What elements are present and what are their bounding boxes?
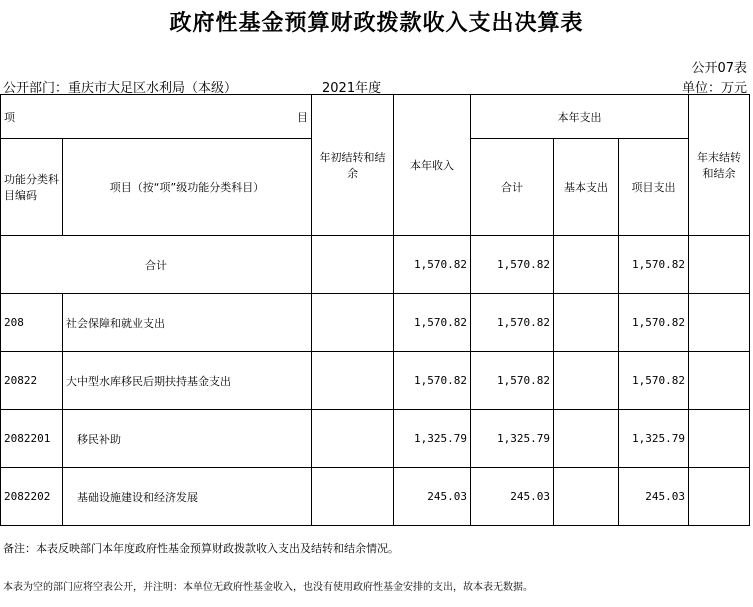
row-name: 大中型水库移民后期扶持基金支出 bbox=[63, 352, 312, 410]
row-code: 208 bbox=[1, 294, 63, 352]
table-row bbox=[1, 468, 750, 526]
income-header: 本年收入 bbox=[394, 95, 471, 236]
row-basic bbox=[554, 468, 619, 526]
year-label: 2021年度 bbox=[322, 81, 382, 96]
row-name: 基础设施建设和经济发展 bbox=[63, 468, 312, 526]
footnote-empty-table: 本表为空的部门应将空表公开，并注明：本单位无政府性基金收入，也没有使用政府性基金安排的支出，故本表无数据。 bbox=[3, 582, 533, 593]
row-basic bbox=[554, 294, 619, 352]
func-code-header: 功能分类科目编码 bbox=[1, 139, 63, 236]
department-label: 公开部门：重庆市大足区水利局（本级） bbox=[3, 81, 238, 96]
basic-header: 基本支出 bbox=[554, 139, 619, 236]
table-code: 公开07表 bbox=[691, 61, 747, 76]
row-name: 移民补助 bbox=[63, 410, 312, 468]
row-project: 245.03 bbox=[619, 468, 689, 526]
end-balance-header: 年末结转和结余 bbox=[689, 95, 750, 236]
begin-balance-header: 年初结转和结余 bbox=[312, 95, 394, 236]
row-total: 245.03 bbox=[471, 468, 554, 526]
expense-group-header: 本年支出 bbox=[471, 95, 689, 139]
row-total: 1,325.79 bbox=[471, 410, 554, 468]
total-header: 合计 bbox=[471, 139, 554, 236]
table-row bbox=[1, 352, 750, 410]
page-title: 政府性基金预算财政拨款收入支出决算表 bbox=[169, 11, 584, 36]
footnote-remark: 备注：本表反映部门本年度政府性基金预算财政拨款收入支出及结转和结余情况。 bbox=[3, 542, 399, 555]
row-end bbox=[689, 294, 750, 352]
row-end bbox=[689, 410, 750, 468]
summary-total: 1,570.82 bbox=[471, 236, 554, 294]
table-row bbox=[1, 410, 750, 468]
item-header-left: 项 bbox=[4, 110, 15, 124]
row-begin bbox=[312, 352, 394, 410]
row-end bbox=[689, 352, 750, 410]
row-income: 245.03 bbox=[394, 468, 471, 526]
row-begin bbox=[312, 468, 394, 526]
row-basic bbox=[554, 410, 619, 468]
row-name: 社会保障和就业支出 bbox=[63, 294, 312, 352]
item-name-header: 项目（按“项”级功能分类科目） bbox=[63, 139, 312, 236]
summary-basic bbox=[554, 236, 619, 294]
unit-label: 单位：万元 bbox=[681, 81, 747, 96]
row-code: 20822 bbox=[1, 352, 63, 410]
summary-end bbox=[689, 236, 750, 294]
row-project: 1,570.82 bbox=[619, 294, 689, 352]
row-project: 1,570.82 bbox=[619, 352, 689, 410]
budget-table bbox=[0, 94, 750, 526]
row-project: 1,325.79 bbox=[619, 410, 689, 468]
row-income: 1,570.82 bbox=[394, 352, 471, 410]
summary-project: 1,570.82 bbox=[619, 236, 689, 294]
row-code: 2082202 bbox=[1, 468, 63, 526]
summary-label: 合计 bbox=[1, 236, 312, 294]
item-header bbox=[1, 95, 312, 139]
summary-row bbox=[1, 236, 750, 294]
row-total: 1,570.82 bbox=[471, 294, 554, 352]
row-begin bbox=[312, 410, 394, 468]
row-income: 1,325.79 bbox=[394, 410, 471, 468]
item-header-right: 目 bbox=[297, 110, 308, 124]
row-total: 1,570.82 bbox=[471, 352, 554, 410]
table-row bbox=[1, 294, 750, 352]
summary-income: 1,570.82 bbox=[394, 236, 471, 294]
row-income: 1,570.82 bbox=[394, 294, 471, 352]
row-basic bbox=[554, 352, 619, 410]
row-begin bbox=[312, 294, 394, 352]
row-end bbox=[689, 468, 750, 526]
project-header: 项目支出 bbox=[619, 139, 689, 236]
row-code: 2082201 bbox=[1, 410, 63, 468]
summary-begin bbox=[312, 236, 394, 294]
